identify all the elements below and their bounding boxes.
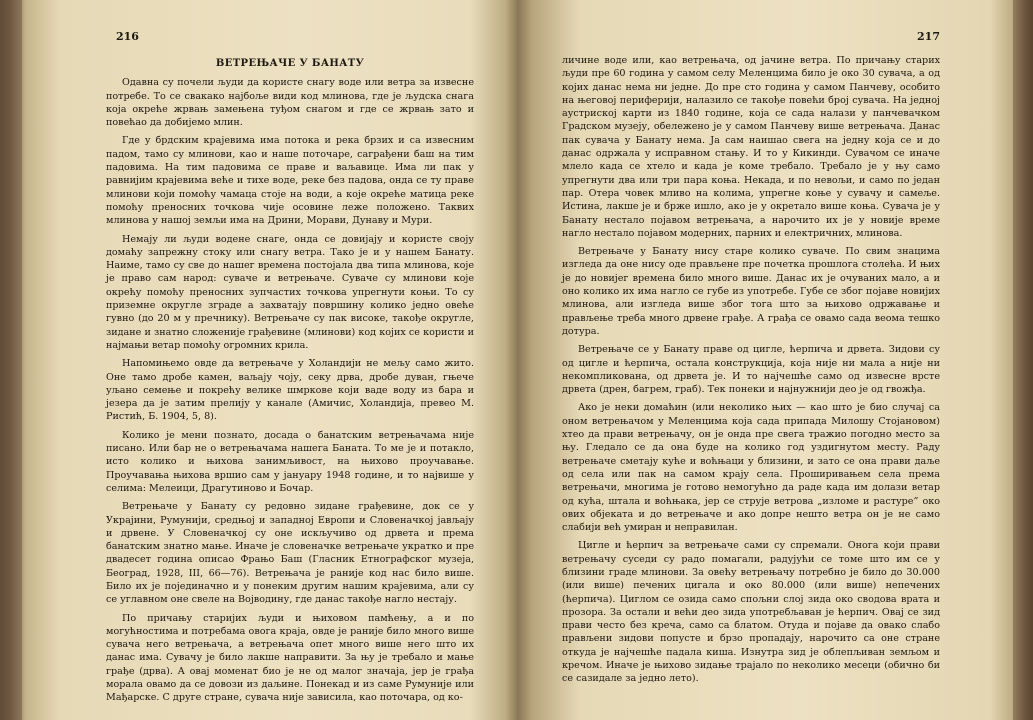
paragraph: По причању старијих људи и њиховом памћењу, а и по могућностима и потребама овога краја, овде је раније било много више сувача него ветрењача, а ветрењача опет много више него што их данас има. Сувачу је било лакше направити. За њу је требало и мање грађе (дрва). А овај моменат био је не од малог значаја, јер је грађа морала овамо да се довози из даљине. Понекад и из саме Румуније или Мађарске. С друге стране, сувача није зависила, као поточара, од ко-	[106, 612, 474, 704]
paragraph: Ветрењаче се у Банату праве од цигле, ћерпича и дрвета. Зидови су од цигле и ћерпича, остала конструкција, која није ни мала а није ни некомпликована, од дрвета је. И то најчешће само од извесне врсте дрвета (дрен, багрем, граб). Тек понеки и најнужнији део је од гвожђа.	[562, 344, 940, 396]
page-number-right: 217	[917, 30, 940, 43]
left-page	[106, 30, 474, 705]
paragraph: Ветрењаче у Банату су редовно зидане грађевине, док се у Украјини, Румунији, средњој и западној Европи и Словеначкој јављају и дрвене. У Словеначкој су оне искључиво од дрвета и према банатским знатно мање. Иначе је словеначке ветрењаче укратко и пре двадесет година описао Фрањо Баш (Гласник Етнографског музеја, Београд, 1928, III, 66—76). Ветрењача је раније код нас било више. Било их је појединачно и у понеким другим нашим крајевима, али су се углавном оне свеле на Војводину, где данас такође нагло нестају.	[106, 501, 474, 606]
paragraph: Цигле и ћерпич за ветрењаче сами су спремали. Онога који прави ветрењачу суседи су радо помагали, радујући се томе што им се у близини граде млинови. За овећу ветрењачу потребно је било до 30.000 (или више) печених цигала и око 80.000 (или више) непечених (ћерпича). Циглом се озида само спољни слој зида око сводова врата и прозора. За остали и већи део зида употребљаван је ћерпич. Овај се зид прави често без креча, само са блатом. Отуда и појаве да овако слабо прављени зидови попусте и брзо пропадају, нарочито са оне стране откуда је најчешће падала киша. Изнутра зид је облепљиван земљом и кречом. Иначе је њихово зидање трајало по неколико месеци (обично би се сазидале за једно лето).	[562, 540, 940, 685]
paragraph: Где у брдским крајевима има потока и река брзих и са извесним падом, тамо су млинови, као и наше поточаре, саграђени баш на тим падовима. На тим падовима се праве и ваљавице. Има ли пак у равнијим крајевима веће и тихе воде, реке без падова, онда се ту праве млинови који помоћу чамаца стоје на води, а које окреће матица реке помоћу преносних точкова чије осовине леже положено. Таквих млинова у нашој земљи има на Дрини, Морави, Дунаву и Мури.	[106, 135, 474, 227]
paragraph: Немају ли људи водене снаге, онда се довијају и користе своју домаћу запрежну стоку или снагу ветра. Тако је и у нашем Банату. Наиме, тамо су све до нашег времена постојала два типа млинова, које је право сам народ: суваче и ветрењаче. Суваче су млинови које окрећу помоћу преносних зупчастих точкова упрегнути коњи. То су приземне округле зграде а захватају површину колико једно овеће гувно (до 20 м у пречнику). Ветрењаче су пак високе, такође округле, зидане и знатно сложеније грађевине (млинови) код којих се користи и најмањи ветар помоћу огромних крила.	[106, 233, 474, 351]
paragraph: личине воде или, као ветрењача, од јачине ветра. По причању старих људи пре 60 година у самом селу Меленцима било је око 30 сувача, а од којих данас нема ни једне. До пре сто година у самом Панчеву, особито на његовој периферији, налазило се такође повећи број сувача. На једној аустриској карти из 1840 године, која се сада налази у панчевачком Градском музеју, обележено је у самом Панчеву више ветрењача. Данас пак сувача у Банату нема. Ја сам наишао свега на једну која се и до данас одржала у исправном стању. И то у Кикинди. Сувачом се иначе млело када се хтело и када је коме требало. Требало је у њу само упрегнути два или три пара коња. Некада, и по невољи, и само по један пар. Отера човек мливо на колима, упрегне коње у сувачу и самеље. Истина, лакше је и брже ишло, ако је у окретало више коња. Сувача је у Банату нестало појавом ветрењача, а нарочито их је у новије време нагло нестало појавом модерних, парних и електричних, млинова.	[562, 55, 940, 239]
paragraph: Одавна су почели људи да користе снагу воде или ветра за извесне потребе. То се свакако најбоље види код млинова, где је људска снага која окреће жрвањ замењена туђом снагом и где се жрвањ зато и повећао да добијемо млин.	[106, 77, 474, 129]
paragraph: Ако је неки домаћин (или неколико њих — као што је био случај са оном ветрењачом у Меленцима која сада припада Милошу Стојановом) хтео да прави ветрењачу, он је онда пре свега тражио погодно место за њу. Гледало се да она буде на колико год уздигнутом месту. Раду ветрењаче сметају куће и воћњаци у близини, и зато се она прави даље од села или пак на самом крају села. Проширивањем села према ветрењачи, многима је готово немогућно да раде када им долази ветар од кућа, штала и воћњака, јер се струје ветрова „изломе и растуре” око ових објеката и до ветрењаче и ако допре нешто ветра он је не само слабији већ умиран и неправилан.	[562, 402, 940, 534]
chapter-title: ВЕТРЕЊАЧЕ У БАНАТУ	[215, 58, 365, 69]
right-page-edges	[1013, 0, 1033, 720]
right-page	[562, 30, 940, 686]
page-number-left: 216	[116, 30, 139, 43]
paragraph: Колико је мени познато, досада о банатским ветрењачама није писано. Или бар не о ветрењачама нашега Баната. То ме је и потакло, исто колико и њихова занимљивост, на њихово проучавање. Проучавања њихова вршио сам у јануару 1948 године, и то највише у селима: Мелеици, Драгутиново и Бочар.	[106, 429, 474, 494]
paragraph: Напомињемо овде да ветрењаче у Холандији не мељу само жито. Оне тамо дробе камен, ваљају чоју, секу дрва, дробе дуван, гњече уљано семење и покрећу велике шмркове који ваде воду из бара и језера да је затим прелију у канале (Амичис, Холандија, превео М. Ристић, Б. 1904, 5, 8).	[106, 358, 474, 423]
left-page-edges	[0, 0, 22, 720]
paragraph: Ветрењаче у Банату нису старе колико суваче. По свим знацима изгледа да оне нису оде прављене пре почетка прошлога столећа. И њих је до новијег времена било много више. Данас их је очуваних мало, а и оно колико их има нагло се губе из употребе. Губе се због појаве новијих млинова, али изгледа више због тога што за њихово одржавање и прављење треба много дрвене грађе. А грађа се овамо сада веома тешко дотура.	[562, 246, 940, 337]
left-page-body	[106, 76, 474, 704]
right-page-body	[562, 54, 940, 686]
